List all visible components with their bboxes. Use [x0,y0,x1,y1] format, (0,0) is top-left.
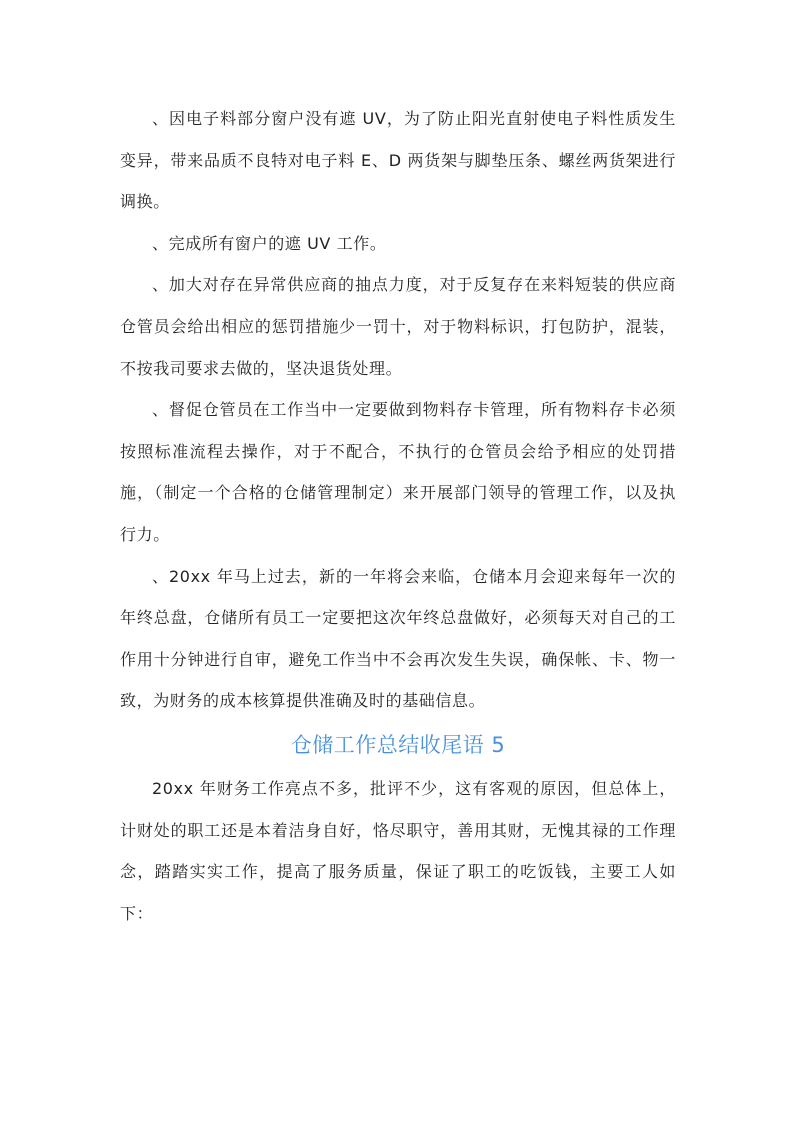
paragraph-finance-summary: 20xx 年财务工作亮点不多，批评不少，这有客观的原因，但总体上，计财处的职工还是本着洁身自好，恪尽职守，善用其财，无愧其禄的工作理念，踏踏实实工作，提高了服务质量，保证了职工的吃饭钱，主要工人如下： [120,778,676,923]
section-heading: 仓储工作总结收尾语 5 [290,732,506,757]
paragraph-uv-shelf-swap: 、因电子料部分窗户没有遮 UV，为了防止阳光直射使电子料性质发生变异，带来品质不良特对电子料 E、D 两货架与脚垫压条、螺丝两货架进行调换。 [120,109,676,212]
paragraph-supplier-audit: 、加大对存在异常供应商的抽点力度，对于反复存在来料短装的供应商仓管员会给出相应的惩罚措施少一罚十，对于物料标识，打包防护，混装，不按我司要求去做的，坚决退货处理。 [120,275,676,378]
paragraph-stock-card: 、督促仓管员在工作当中一定要做到物料存卡管理，所有物料存卡必须按照标准流程去操作，对于不配合，不执行的仓管员会给予相应的处罚措施，（制定一个合格的仓储管理制定）来开展部门领导的管理工作，以及执行力。 [120,400,676,544]
document-page [120,98,676,934]
paragraph-year-end-count: 、20xx 年马上过去，新的一年将会来临，仓储本月会迎来每年一次的年终总盘，仓储所有员工一定要把这次年终总盘做好，必须每天对自己的工作用十分钟进行自审，避免工作当中不会再次发生失误，确保帐、卡、物一致，为财务的成本核算提供准确及时的基础信息。 [120,566,676,711]
paragraph-uv-windows: 、完成所有窗户的遮 UV 工作。 [152,233,387,253]
